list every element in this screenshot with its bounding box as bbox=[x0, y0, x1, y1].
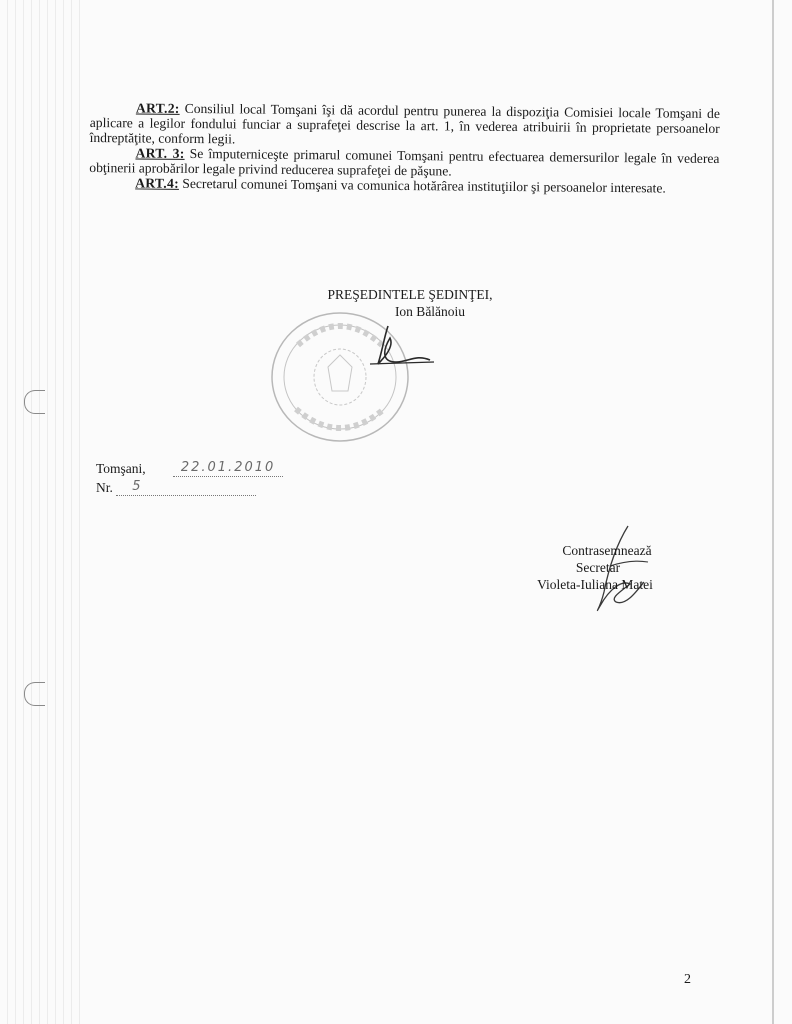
handwritten-date: 22.01.2010 bbox=[180, 460, 276, 475]
article-text: Se împuterniceşte primarul comunei Tomşani pentru efectuarea demersurilor legale în vederea obţinerii aprobărilor legale privind reducerea suprafeţei de păşune. bbox=[89, 145, 720, 179]
secretary-title: Secretar bbox=[575, 560, 621, 575]
locality: Tomşani, bbox=[96, 461, 146, 476]
number-label: Nr. bbox=[96, 480, 113, 495]
president-name: Ion Bălănoiu bbox=[394, 304, 466, 319]
countersign-block bbox=[520, 542, 670, 593]
article-text: Consiliul local Tomşani îşi dă acordul pentru punerea la dispoziţia Comisiei locale Tomşani de aplicare a legilor fondului funciar a suprafeţei descrise la art. 1, în vederea atribuirii în proprietate persoanelor îndreptăţite, conform legii. bbox=[89, 100, 720, 147]
page-edge bbox=[772, 0, 774, 1024]
page-number: 2 bbox=[684, 972, 691, 987]
article-label: ART.2: bbox=[135, 100, 180, 116]
binding-edge bbox=[0, 0, 80, 1024]
president-signature bbox=[360, 318, 440, 378]
punch-hole-top bbox=[24, 390, 45, 414]
article-label: ART. 3: bbox=[135, 145, 185, 161]
punch-hole-bottom bbox=[24, 682, 45, 706]
secretary-name: Violeta-Iuliana Matei bbox=[537, 577, 653, 592]
articles-block bbox=[89, 100, 720, 196]
article-2 bbox=[90, 100, 720, 151]
place-date-block bbox=[96, 458, 283, 496]
article-label: ART.4: bbox=[135, 175, 180, 191]
president-title: PREŞEDINTELE ŞEDINŢEI, bbox=[327, 287, 493, 302]
countersign-title: Contrasemnează bbox=[562, 543, 652, 558]
president-block bbox=[300, 286, 520, 320]
article-text: Secretarul comunei Tomşani va comunica hotărârea instituţiilor şi persoanelor interesate. bbox=[178, 175, 666, 196]
handwritten-number: 5 bbox=[132, 479, 143, 494]
